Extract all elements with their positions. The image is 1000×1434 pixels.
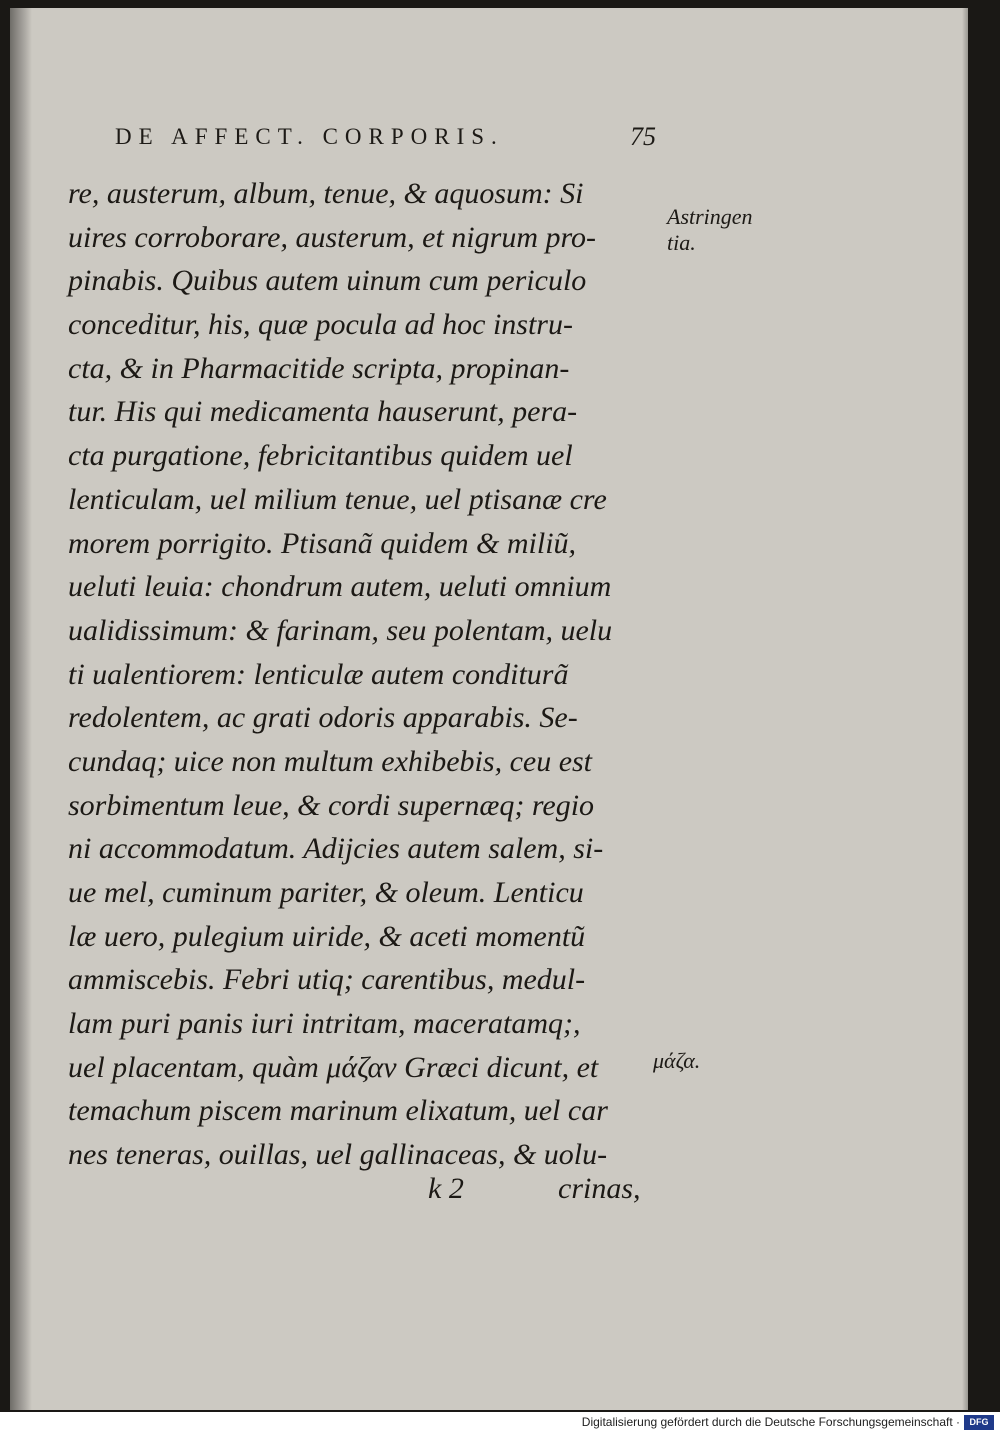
text-line: ti ualentiorem: lenticulæ autem conditurã [68, 657, 569, 691]
text-line: uires corroborare, austerum, et nigrum pro- [68, 220, 597, 254]
text-line: tur. His qui medicamenta hauserunt, pera- [68, 395, 578, 429]
text-line: lenticulam, uel milium tenue, uel ptisanæ cre [68, 482, 607, 516]
margin-note-line: tia. [667, 230, 696, 255]
text-line: ualidissimum: & farinam, seu polentam, uelu [68, 613, 613, 647]
dfg-logo: DFG [964, 1415, 994, 1430]
credit-text: Digitalisierung gefördert durch die Deutsche Forschungsgemeinschaft · [581, 1415, 960, 1429]
text-line: sorbimentum leue, & cordi supernæq; regio [68, 788, 595, 822]
running-title: DE AFFECT. CORPORIS. [115, 124, 504, 149]
page-number: 75 [630, 122, 656, 151]
text-line: ammiscebis. Febri utiq; carentibus, medul- [68, 963, 586, 997]
margin-note-line: Astringen [667, 204, 753, 229]
margin-note-astringentia [667, 204, 753, 256]
text-line: cta purgatione, febricitantibus quidem uel [68, 439, 573, 473]
text-line: re, austerum, album, tenue, & aquosum: Si [68, 177, 584, 210]
text-line: pinabis. Quibus autem uinum cum periculo [68, 264, 587, 298]
text-line: læ uero, pulegium uiride, & aceti momentũ [68, 919, 586, 953]
text-line: nes teneras, ouillas, uel gallinaceas, & uolu- [68, 1138, 608, 1172]
text-line: ue mel, cuminum pariter, & oleum. Lenticu [68, 876, 584, 909]
text-line: cta, & in Pharmacitide scripta, propinan- [68, 351, 570, 385]
text-line: lam puri panis iuri intritam, maceratamq;, [68, 1007, 581, 1041]
text-line: morem porrigito. Ptisanã quidem & miliũ, [68, 526, 577, 560]
signature-mark: k 2 [428, 1172, 464, 1205]
digitization-credit-bar [0, 1412, 1000, 1434]
body-text [68, 172, 668, 1177]
text-line: ni accommodatum. Adijcies autem salem, si- [68, 832, 604, 866]
text-line: uel placentam, quàm μάζαν Græci dicunt, et [68, 1050, 599, 1084]
book-page [10, 8, 968, 1410]
page-edge [962, 8, 968, 1410]
page-gutter-shadow [10, 8, 32, 1410]
catchword: crinas, [558, 1172, 641, 1205]
margin-note-maza: μάζα. [653, 1048, 701, 1073]
text-line: conceditur, his, quæ pocula ad hoc instru- [68, 308, 573, 342]
text-line: redolentem, ac grati odoris apparabis. Se- [68, 701, 578, 735]
text-line: temachum piscem marinum elixatum, uel car [68, 1094, 608, 1128]
text-line: cundaq; uice non multum exhibebis, ceu est [68, 744, 593, 778]
text-line: ueluti leuia: chondrum autem, ueluti omnium [68, 570, 612, 604]
